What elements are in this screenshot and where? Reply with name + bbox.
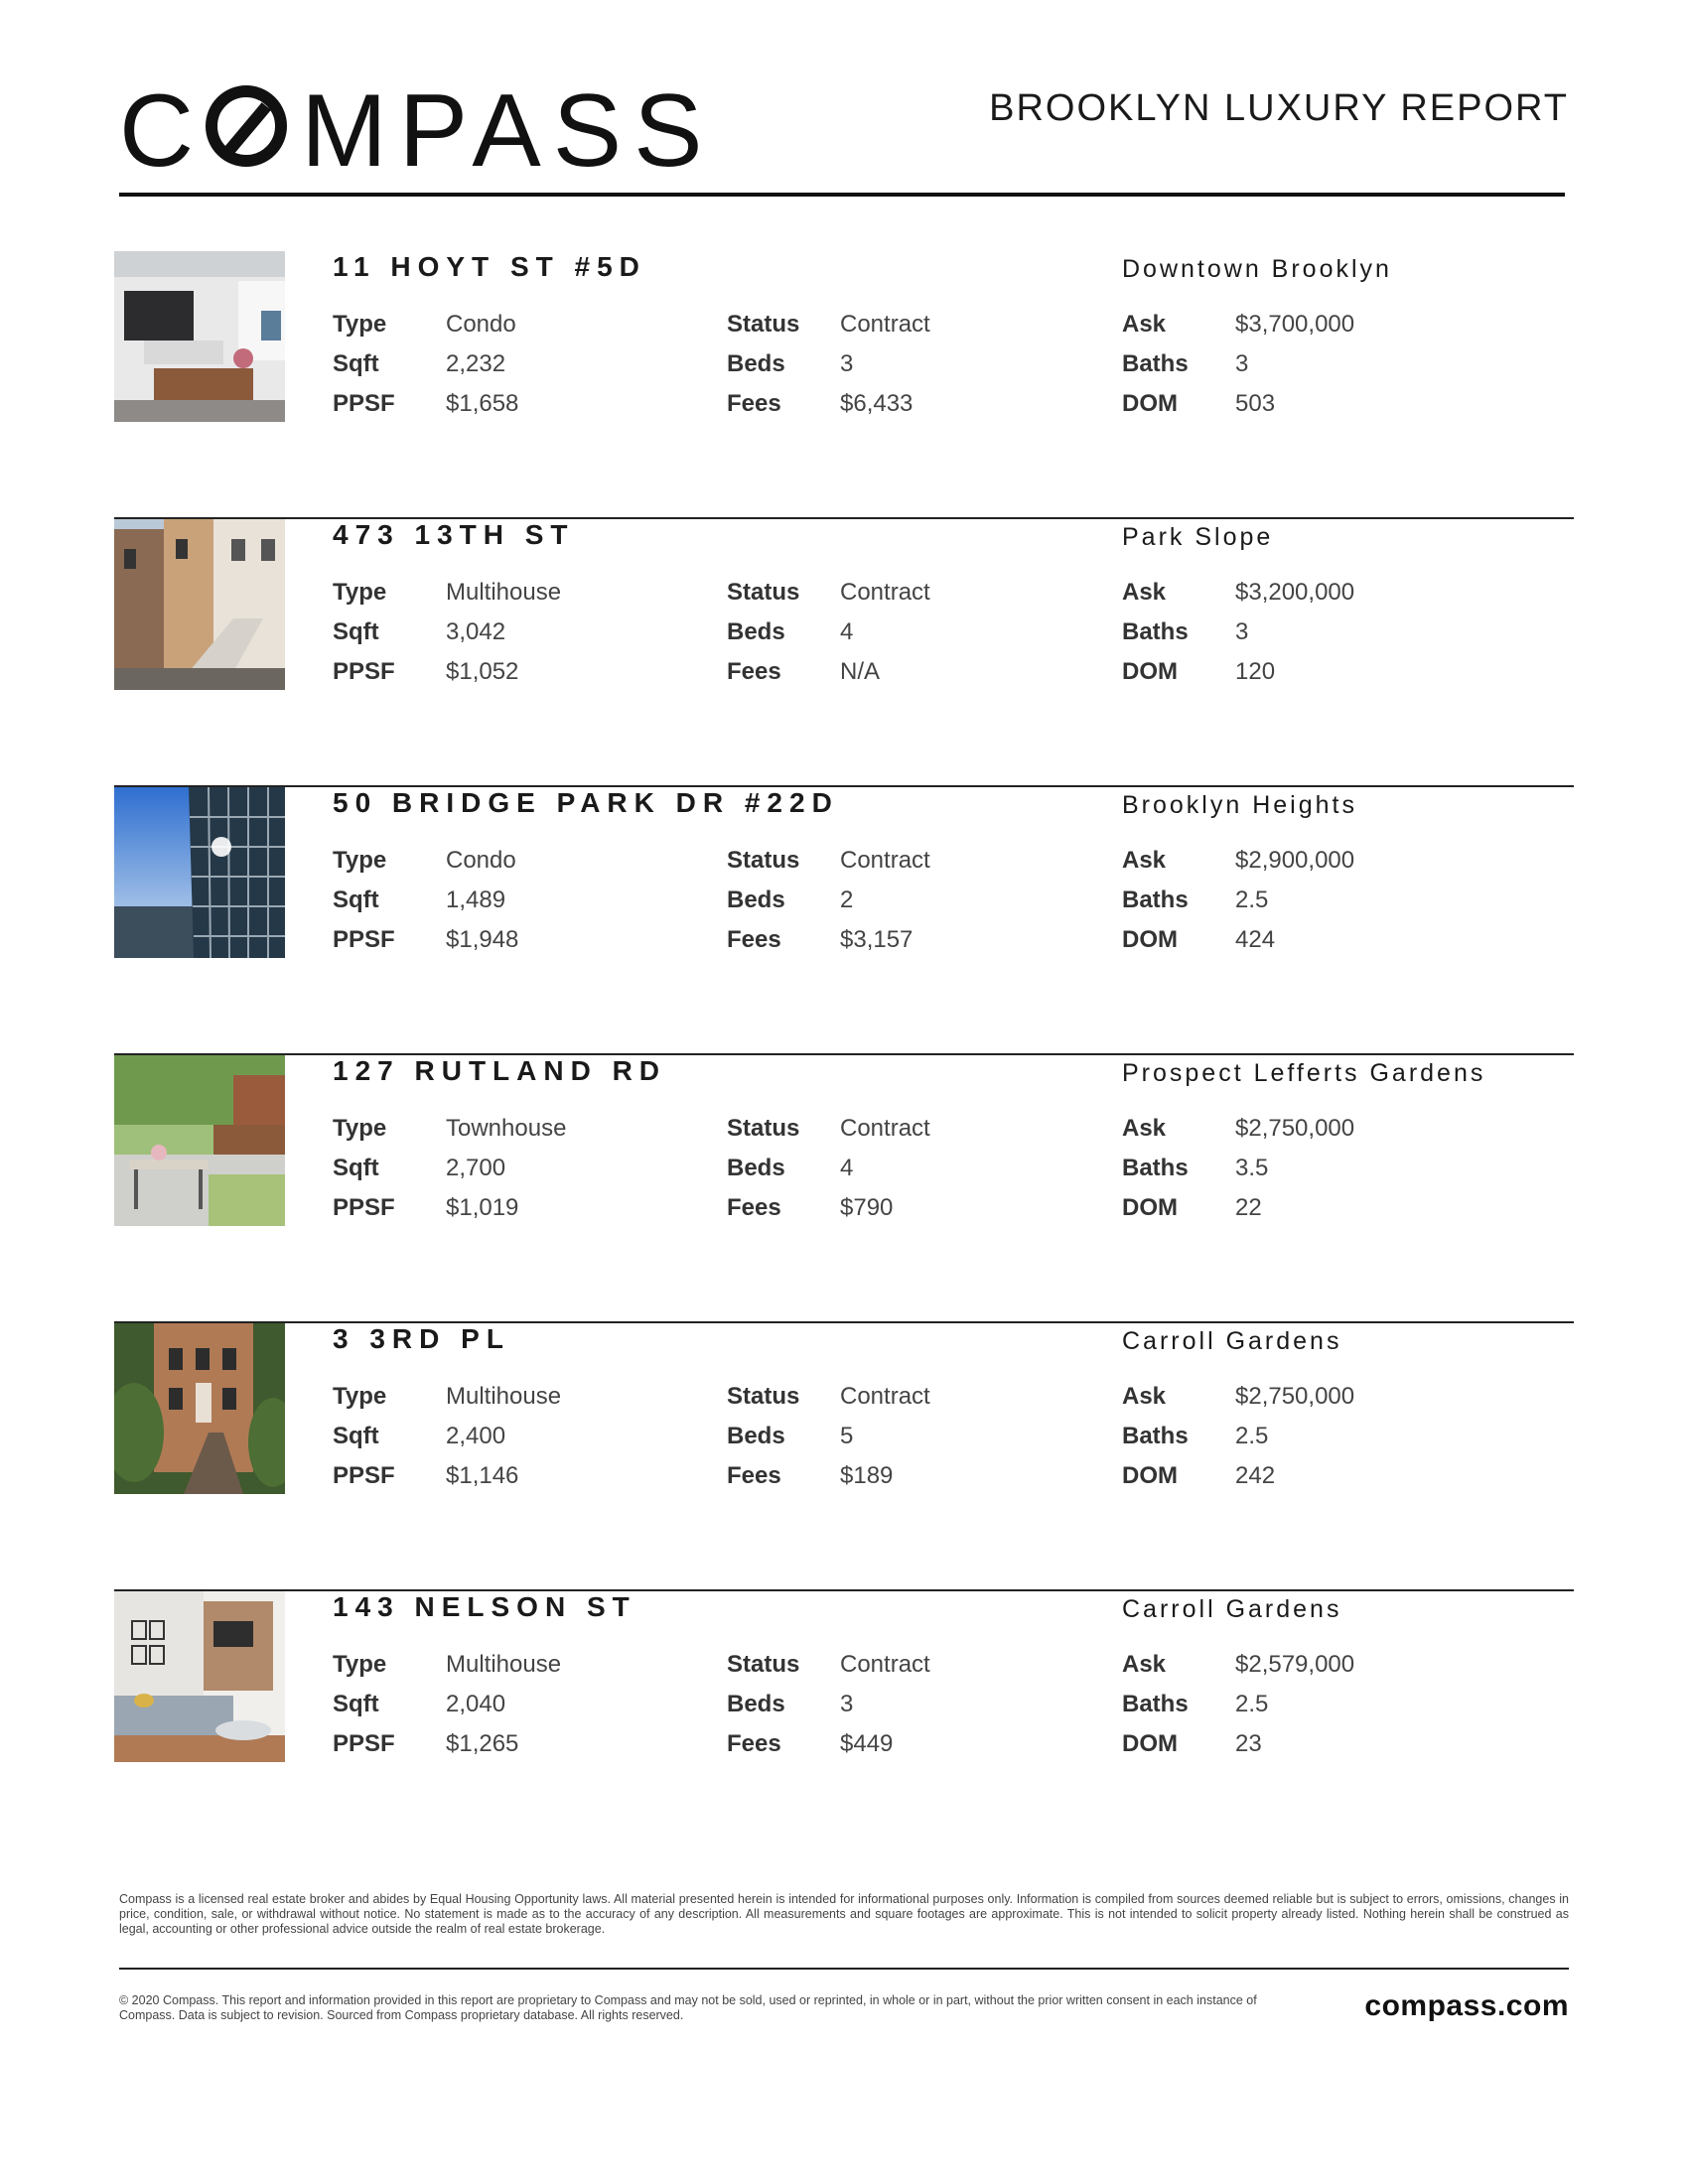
listing-address: 473 13TH ST (333, 519, 575, 550)
legal-disclaimer: Compass is a licensed real estate broker and abides by Equal Housing Opportunity laws. All material presented herein is intended for informational purposes only. Information is compiled from sources deemed reliable but is subject to errors, omissions, changes in price, condition, sale, or withdrawal without notice. No statement is made as to the accuracy of any description. All measurements and square footages are approximate. This is not intended to solicit property already listed. Nothing herein shall be construed as legal, accounting or other professional advice outside the realm of real estate brokerage. (119, 1892, 1569, 1936)
baths-value: 2.5 (1235, 1691, 1269, 1717)
listing-col-2 (727, 573, 930, 692)
report-title: BROOKLYN LUXURY REPORT (989, 87, 1569, 129)
ask-value: $2,750,000 (1235, 1383, 1355, 1410)
dom-label: DOM (1122, 1194, 1178, 1221)
listing-address: 3 3RD PL (333, 1323, 510, 1354)
ask-label: Ask (1122, 579, 1167, 606)
listing-card (114, 1055, 1574, 1323)
listing-col-1 (333, 573, 561, 692)
listing-photo-tower (114, 787, 285, 958)
ask-value: $2,900,000 (1235, 847, 1355, 874)
fees-label: Fees (727, 926, 781, 953)
type-label: Type (333, 579, 387, 606)
listing-address: 127 RUTLAND RD (333, 1055, 667, 1086)
ask-value: $2,579,000 (1235, 1651, 1355, 1678)
beds-value: 4 (840, 618, 854, 645)
listing-photo-brownstones (114, 519, 285, 690)
listing-card (114, 519, 1574, 787)
beds-value: 3 (840, 1691, 854, 1717)
listing-col-3 (1122, 305, 1354, 424)
sqft-value: 3,042 (446, 618, 506, 645)
sqft-value: 1,489 (446, 887, 506, 913)
listing-col-1 (333, 841, 518, 960)
ask-value: $3,200,000 (1235, 579, 1355, 606)
ppsf-value: $1,146 (446, 1462, 519, 1489)
ppsf-label: PPSF (333, 1194, 395, 1221)
listing-photo-living-room (114, 1591, 285, 1762)
listing-col-1 (333, 305, 518, 424)
baths-label: Baths (1122, 887, 1189, 913)
sqft-label: Sqft (333, 1155, 379, 1181)
fees-label: Fees (727, 390, 781, 417)
dom-label: DOM (1122, 390, 1178, 417)
listing-col-3 (1122, 573, 1354, 692)
listing-col-1 (333, 1377, 561, 1496)
baths-value: 2.5 (1235, 887, 1269, 913)
type-value: Multihouse (446, 1651, 562, 1678)
sqft-value: 2,232 (446, 350, 506, 377)
listing-col-3 (1122, 1645, 1354, 1764)
ppsf-label: PPSF (333, 1730, 395, 1757)
sqft-label: Sqft (333, 618, 379, 645)
listing-card (114, 251, 1574, 519)
type-value: Condo (446, 311, 516, 338)
listing-photo-brownstone (114, 1323, 285, 1494)
status-value: Contract (840, 1115, 930, 1142)
ppsf-value: $1,948 (446, 926, 519, 953)
listing-photo-kitchen (114, 251, 285, 422)
baths-value: 3 (1235, 618, 1249, 645)
type-value: Condo (446, 847, 516, 874)
baths-label: Baths (1122, 618, 1189, 645)
fees-label: Fees (727, 1194, 781, 1221)
baths-value: 2.5 (1235, 1423, 1269, 1449)
listing-address: 11 HOYT ST #5D (333, 251, 646, 282)
ask-label: Ask (1122, 1115, 1167, 1142)
ppsf-value: $1,658 (446, 390, 519, 417)
sqft-label: Sqft (333, 1691, 379, 1717)
status-value: Contract (840, 1383, 930, 1410)
dom-label: DOM (1122, 658, 1178, 685)
fees-label: Fees (727, 1730, 781, 1757)
sqft-label: Sqft (333, 350, 379, 377)
listing-neighborhood: Prospect Lefferts Gardens (1122, 1059, 1486, 1087)
ppsf-label: PPSF (333, 1462, 395, 1489)
ask-label: Ask (1122, 847, 1167, 874)
dom-value: 503 (1235, 390, 1276, 417)
header-divider (119, 193, 1565, 197)
sqft-value: 2,700 (446, 1155, 506, 1181)
listing-address: 50 BRIDGE PARK DR #22D (333, 787, 839, 818)
baths-label: Baths (1122, 1423, 1189, 1449)
type-value: Townhouse (446, 1115, 567, 1142)
status-label: Status (727, 1651, 800, 1678)
listing-col-3 (1122, 841, 1354, 960)
status-label: Status (727, 847, 800, 874)
type-label: Type (333, 1383, 387, 1410)
fees-value: $449 (840, 1730, 894, 1757)
listing-neighborhood: Carroll Gardens (1122, 1595, 1342, 1623)
listing-col-3 (1122, 1109, 1354, 1228)
listing-col-2 (727, 1377, 930, 1496)
listing-col-2 (727, 305, 930, 424)
footer-divider (119, 1968, 1569, 1970)
baths-value: 3 (1235, 350, 1249, 377)
dom-value: 424 (1235, 926, 1276, 953)
status-value: Contract (840, 1651, 930, 1678)
dom-label: DOM (1122, 1730, 1178, 1757)
baths-value: 3.5 (1235, 1155, 1269, 1181)
ask-value: $2,750,000 (1235, 1115, 1355, 1142)
type-label: Type (333, 311, 387, 338)
status-label: Status (727, 1115, 800, 1142)
beds-label: Beds (727, 887, 785, 913)
sqft-value: 2,040 (446, 1691, 506, 1717)
baths-label: Baths (1122, 1155, 1189, 1181)
sqft-label: Sqft (333, 1423, 379, 1449)
status-label: Status (727, 579, 800, 606)
beds-label: Beds (727, 1423, 785, 1449)
beds-value: 2 (840, 887, 854, 913)
type-label: Type (333, 847, 387, 874)
listing-col-1 (333, 1109, 566, 1228)
beds-value: 4 (840, 1155, 854, 1181)
dom-value: 120 (1235, 658, 1276, 685)
ask-label: Ask (1122, 311, 1167, 338)
dom-value: 242 (1235, 1462, 1276, 1489)
website-link[interactable]: compass.com (1364, 1989, 1569, 2022)
type-value: Multihouse (446, 579, 562, 606)
beds-label: Beds (727, 1691, 785, 1717)
ppsf-value: $1,052 (446, 658, 519, 685)
baths-label: Baths (1122, 1691, 1189, 1717)
fees-value: $189 (840, 1462, 894, 1489)
listing-col-2 (727, 1109, 930, 1228)
listing-card (114, 1323, 1574, 1591)
status-label: Status (727, 1383, 800, 1410)
ppsf-value: $1,265 (446, 1730, 519, 1757)
ppsf-label: PPSF (333, 926, 395, 953)
status-label: Status (727, 311, 800, 338)
copyright-notice: © 2020 Compass. This report and information provided in this report are proprietary to Compass and may not be sold, used or reprinted, in whole or in part, without the prior written consent in each instance of Compass. Data is subject to revision. Sourced from Compass proprietary database. All rights reserved. (119, 1993, 1257, 2022)
beds-label: Beds (727, 1155, 785, 1181)
fees-value: $3,157 (840, 926, 914, 953)
report-header (119, 73, 1569, 199)
listing-neighborhood: Downtown Brooklyn (1122, 255, 1392, 283)
type-label: Type (333, 1115, 387, 1142)
fees-value: N/A (840, 658, 881, 685)
ask-value: $3,700,000 (1235, 311, 1355, 338)
fees-value: $6,433 (840, 390, 914, 417)
listing-col-3 (1122, 1377, 1354, 1496)
beds-label: Beds (727, 618, 785, 645)
compass-logo: C MPASS (119, 73, 715, 189)
listing-card (114, 1591, 1574, 1762)
listing-neighborhood: Carroll Gardens (1122, 1327, 1342, 1355)
listing-col-1 (333, 1645, 561, 1764)
dom-label: DOM (1122, 926, 1178, 953)
listing-col-2 (727, 1645, 930, 1764)
status-value: Contract (840, 311, 930, 338)
listing-photo-patio (114, 1055, 285, 1226)
fees-label: Fees (727, 1462, 781, 1489)
baths-label: Baths (1122, 350, 1189, 377)
beds-value: 5 (840, 1423, 854, 1449)
dom-label: DOM (1122, 1462, 1178, 1489)
dom-value: 22 (1235, 1194, 1262, 1221)
ppsf-value: $1,019 (446, 1194, 519, 1221)
ppsf-label: PPSF (333, 390, 395, 417)
ask-label: Ask (1122, 1383, 1167, 1410)
ppsf-label: PPSF (333, 658, 395, 685)
status-value: Contract (840, 579, 930, 606)
listing-neighborhood: Park Slope (1122, 523, 1274, 551)
fees-value: $790 (840, 1194, 894, 1221)
dom-value: 23 (1235, 1730, 1262, 1757)
beds-label: Beds (727, 350, 785, 377)
type-label: Type (333, 1651, 387, 1678)
listing-card (114, 787, 1574, 1055)
listing-col-2 (727, 841, 930, 960)
status-value: Contract (840, 847, 930, 874)
beds-value: 3 (840, 350, 854, 377)
listing-neighborhood: Brooklyn Heights (1122, 791, 1357, 819)
sqft-label: Sqft (333, 887, 379, 913)
fees-label: Fees (727, 658, 781, 685)
type-value: Multihouse (446, 1383, 562, 1410)
sqft-value: 2,400 (446, 1423, 506, 1449)
ask-label: Ask (1122, 1651, 1167, 1678)
listing-address: 143 NELSON ST (333, 1591, 636, 1622)
